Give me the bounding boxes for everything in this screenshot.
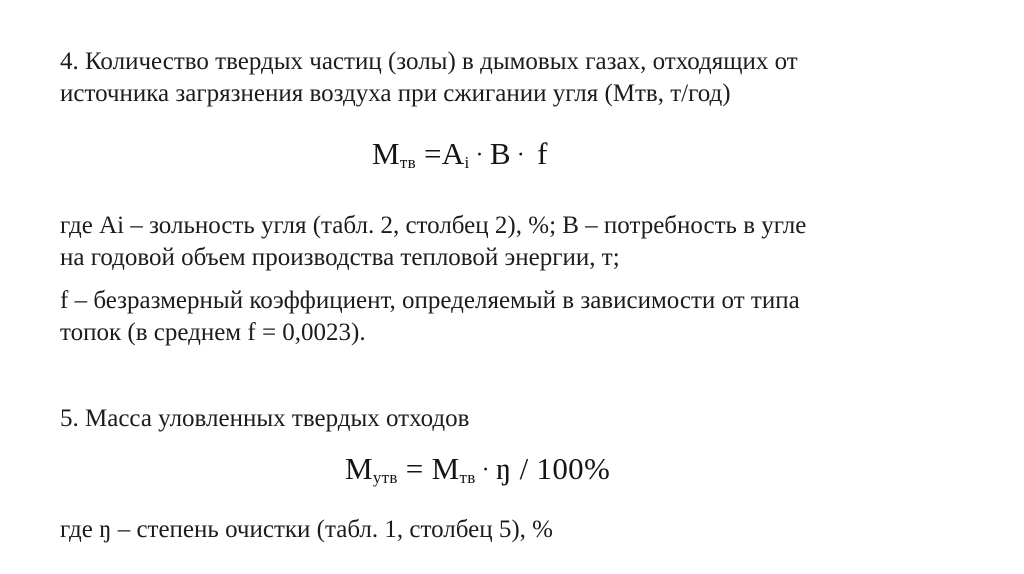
- formula-mtv-lhs: $M_{тв}$: [372, 136, 416, 172]
- formula-mtv-equals: =: [424, 136, 442, 171]
- formula-mtv-b: B: [489, 136, 511, 171]
- section4-heading-line2: источника загрязнения воздуха при сжигании угля (Мтв, т/год): [60, 80, 731, 107]
- formula-mutv-eta: ŋ: [495, 451, 512, 486]
- formula-mtv-f: f: [537, 136, 548, 171]
- section4-where-line2: на годовой объем производства тепловой энергии, т;: [60, 244, 620, 271]
- formula-mtv-dot2: ·: [516, 142, 526, 168]
- section4-f-line1: f – безразмерный коэффициент, определяемый в зависимости от типа: [60, 287, 800, 314]
- section5-where-line: где ŋ – степень очистки (табл. 1, столбец 5), %: [60, 516, 553, 543]
- formula-mutv-dot: ·: [481, 457, 490, 483]
- formula-mutv-tail: / 100%: [519, 451, 611, 486]
- formula-mtv: [372, 136, 548, 173]
- formula-mutv-equals: =: [405, 451, 424, 486]
- section4-f-line2: топок (в среднем f = 0,0023).: [60, 319, 366, 346]
- formula-mtv-ai: $A_i$: [441, 136, 470, 172]
- section4-where-line1: где Ai – зольность угля (табл. 2, столбец 2), %; В – потребность в угле: [60, 212, 807, 239]
- formula-mutv: [345, 451, 610, 488]
- section5-heading: 5. Масса уловленных твердых отходов: [60, 405, 470, 432]
- formula-mutv-mtv: $M_{тв}$: [431, 451, 476, 487]
- formula-mtv-dot1: ·: [475, 142, 484, 168]
- section4-heading-line1: 4. Количество твердых частиц (золы) в дымовых газах, отходящих от: [60, 48, 798, 75]
- formula-mutv-lhs: $M_{утв}$: [345, 451, 398, 487]
